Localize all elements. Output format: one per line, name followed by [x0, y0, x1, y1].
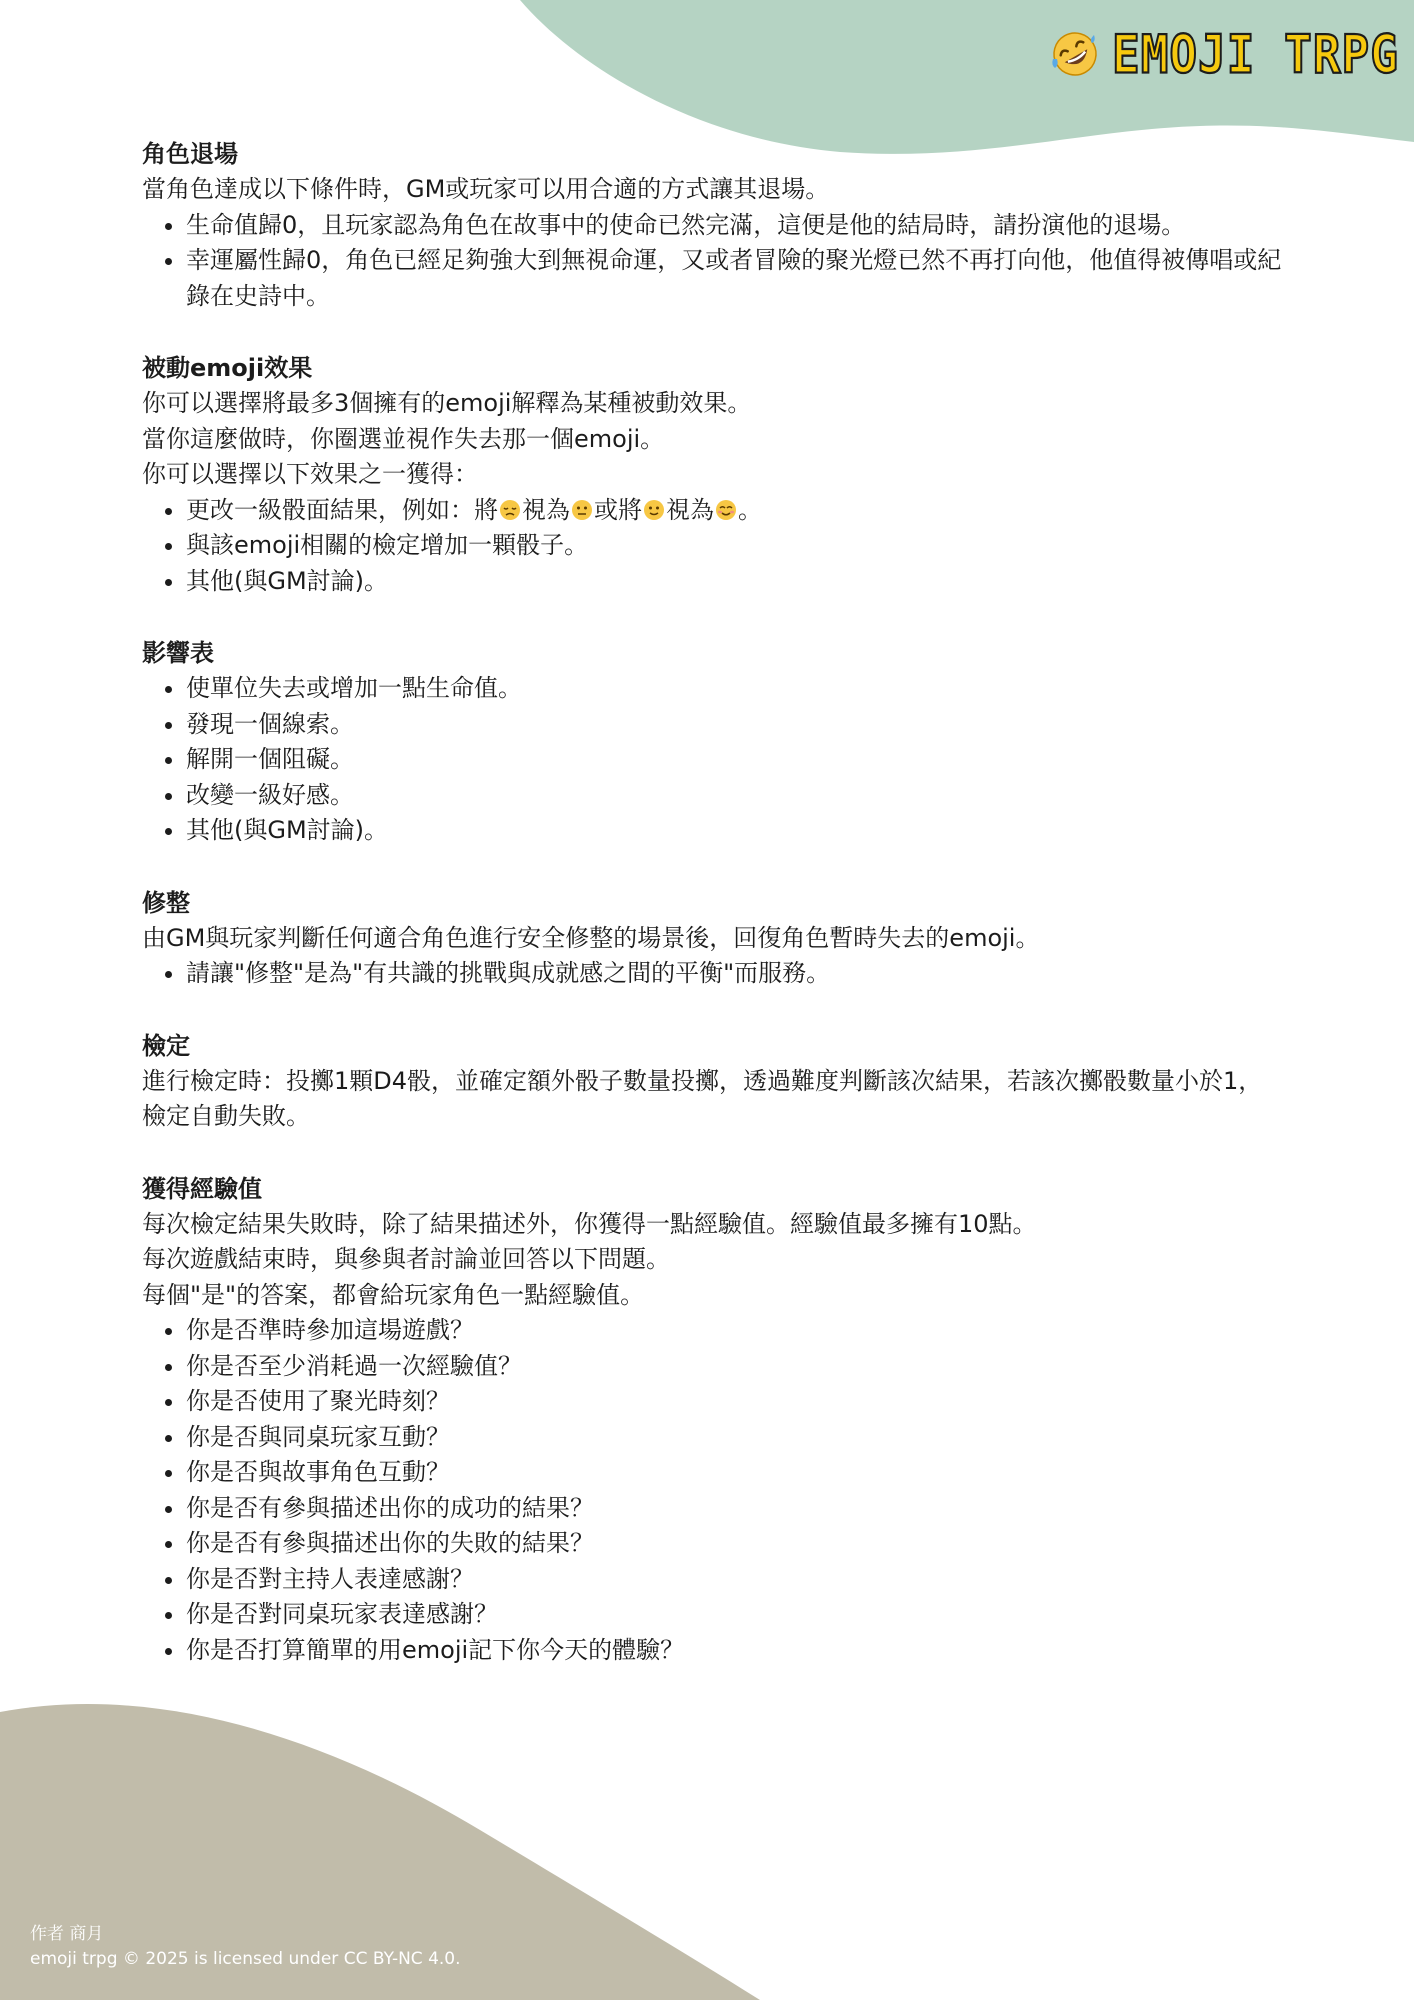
section-title: 被動emoji效果	[142, 354, 313, 382]
list-item: • 解開一個阻礙。	[186, 742, 1282, 778]
list-item: • 你是否對主持人表達感謝？	[186, 1562, 1282, 1598]
list-item: • 你是否打算簡單的用emoji記下你今天的體驗？	[186, 1633, 1282, 1669]
list-item: • 與該emoji相關的檢定增加一顆骰子。	[186, 528, 1282, 564]
paragraph-line: 每個"是"的答案，都會給玩家角色一點經驗值。	[142, 1280, 645, 1309]
section-passive-emoji	[142, 350, 1282, 599]
example-text-d: 視為	[666, 495, 714, 524]
footer-author: 作者 商月	[30, 1924, 104, 1944]
list-item: • 發現一個線索。	[186, 707, 1282, 743]
footer	[30, 1922, 461, 1972]
logo-text: EMOJI TRPG	[1112, 22, 1399, 86]
bullet-list	[142, 956, 1282, 992]
list-item: • 使單位失去或增加一點生命值。	[186, 671, 1282, 707]
list-item: • 你是否對同桌玩家表達感謝？	[186, 1597, 1282, 1633]
paragraph-line: 當你這麼做時，你圈選並視作失去那一個emoji。	[142, 424, 665, 453]
disappointed-face-icon	[499, 499, 521, 521]
paragraph-line: 你可以選擇將最多3個擁有的emoji解釋為某種被動效果。	[142, 389, 752, 417]
example-text-a: 更改一級骰面結果，例如：將	[186, 495, 498, 524]
example-text-e: 。	[738, 495, 762, 524]
list-item: • 改變一級好感。	[186, 778, 1282, 814]
list-item: • 你是否至少消耗過一次經驗值？	[186, 1349, 1282, 1385]
list-item: • 幸運屬性歸0，角色已經足夠強大到無視命運，又或者冒險的聚光燈已然不再打向他，他值得被傳唱或紀錄在史詩中。	[186, 243, 1282, 314]
neutral-face-icon	[571, 499, 593, 521]
section-retirement	[142, 136, 1282, 314]
example-text-c: 或將	[594, 495, 642, 524]
section-refit	[142, 885, 1282, 992]
list-item: • 其他(與GM討論)。	[186, 813, 1282, 849]
list-item: • 你是否準時參加這場遊戲？	[186, 1313, 1282, 1349]
list-item: • 你是否與故事角色互動？	[186, 1455, 1282, 1491]
section-impact-table	[142, 635, 1282, 849]
paragraph-line: 每次檢定結果失敗時，除了結果描述外，你獲得一點經驗值。經驗值最多擁有10點。	[142, 1209, 1037, 1238]
list-item-example	[186, 493, 1282, 529]
list-item: • 你是否有參與描述出你的成功的結果？	[186, 1491, 1282, 1527]
section-title: 角色退場	[142, 140, 238, 168]
footer-license: emoji trpg © 2025 is licensed under CC BY-NC 4.0.	[30, 1949, 461, 1969]
list-item: • 其他(與GM討論)。	[186, 564, 1282, 600]
section-title: 修整	[142, 888, 190, 917]
section-text: 進行檢定時：投擲1顆D4骰，並確定額外骰子數量投擲，透過難度判斷該次結果，若該次擲骰數量小於1，檢定自動失敗。	[142, 1066, 1263, 1130]
bullet-list	[142, 1313, 1282, 1668]
slightly-smiling-face-icon	[643, 499, 665, 521]
section-experience	[142, 1171, 1282, 1669]
example-text-b: 視為	[522, 495, 570, 524]
list-item: • 請讓"修整"是為"有共識的挑戰與成就感之間的平衡"而服務。	[186, 956, 1282, 992]
section-title: 檢定	[142, 1031, 190, 1060]
logo	[1050, 24, 1399, 84]
list-item: • 你是否使用了聚光時刻？	[186, 1384, 1282, 1420]
bullet-list	[142, 493, 1282, 600]
section-title: 獲得經驗值	[142, 1174, 262, 1203]
list-item: • 你是否有參與描述出你的失敗的結果？	[186, 1526, 1282, 1562]
section-title: 影響表	[142, 639, 214, 667]
section-check	[142, 1028, 1282, 1135]
list-item: • 生命值歸0，且玩家認為角色在故事中的使命已然完滿，這便是他的結局時，請扮演他的退場。	[186, 208, 1282, 244]
bullet-list	[142, 208, 1282, 315]
smiling-blushing-face-icon	[715, 499, 737, 521]
bullet-list	[142, 671, 1282, 849]
section-intro: 當角色達成以下條件時，GM或玩家可以用合適的方式讓其退場。	[142, 175, 830, 203]
paragraph-line: 每次遊戲結束時，與參與者討論並回答以下問題。	[142, 1245, 670, 1273]
section-intro: 由GM與玩家判斷任何適合角色進行安全修整的場景後，回復角色暫時失去的emoji。	[142, 923, 1040, 952]
paragraph-line: 你可以選擇以下效果之一獲得：	[142, 460, 478, 488]
list-item: • 你是否與同桌玩家互動？	[186, 1420, 1282, 1456]
laughing-emoji-icon	[1050, 29, 1100, 79]
main-content	[142, 136, 1282, 1704]
